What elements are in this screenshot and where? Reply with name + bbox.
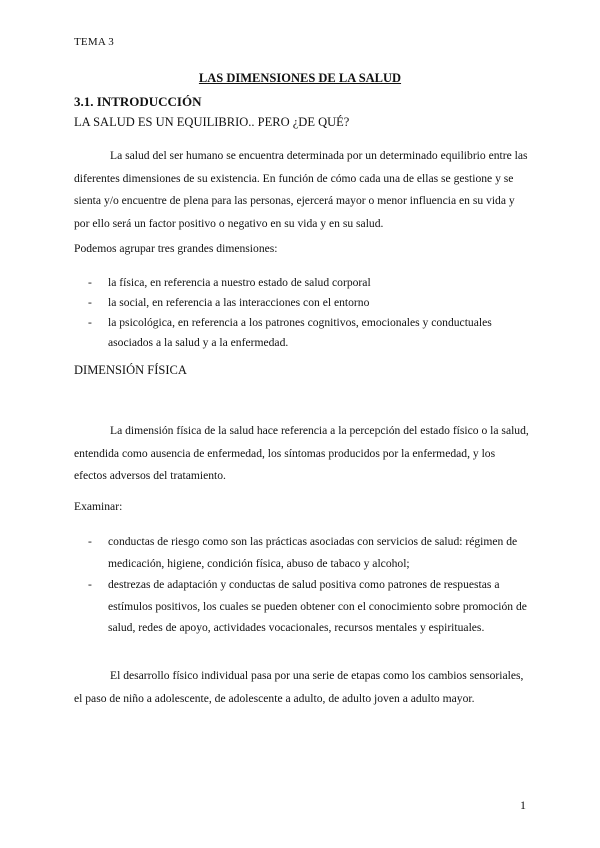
list-dash: - [88,316,92,329]
running-header: TEMA 3 [74,36,115,48]
list-dash: - [88,535,92,548]
intro-subheading: LA SALUD ES UN EQUILIBRIO.. PERO ¿DE QUÉ? [74,115,350,129]
section-heading-intro: 3.1. INTRODUCCIÓN [74,94,202,109]
intro-paragraph [74,145,530,235]
list-item: - la social, en referencia a las interacciones con el entorno [88,293,528,313]
list-item: - la psicológica, en referencia a los patrones cognitivos, emocionales y conductuales asociados a la salud y a la enfermedad. [88,313,528,353]
physical-closing-paragraph [74,665,530,710]
list-dash: - [88,276,92,289]
dimensions-list [88,273,528,353]
examine-label: Examinar: [74,500,123,513]
intro-paragraph-text: La salud del ser humano se encuentra determinada por un determinado equilibrio entre las diferentes dimensiones de su existencia. En función de cómo cada una de ellas se gestione y se sienta y/o encuentre de plena para las personas, ejercerá mayor o menor influencia en su vida y por ello será un factor positivo o negativo en su vida y en su salud. [74,149,528,230]
dimensions-intro-label: Podemos agrupar tres grandes dimensiones: [74,242,278,255]
page-title: LAS DIMENSIONES DE LA SALUD [198,71,402,85]
list-dash: - [88,578,92,591]
section-heading-physical: DIMENSIÓN FÍSICA [74,363,187,377]
physical-closing-text: El desarrollo físico individual pasa por una serie de etapas como los cambios sensoriales, el paso de niño a adolescente, de adolescente a adulto, de adulto joven a adulto mayor. [74,669,524,705]
list-item: - conductas de riesgo como son las prácticas asociadas con servicios de salud: régimen de medicación, higiene, condición física, abuso de tabaco y alcohol; [88,531,528,574]
list-item: - la física, en referencia a nuestro estado de salud corporal [88,273,528,293]
list-item: - destrezas de adaptación y conductas de salud positiva como patrones de respuestas a estímulos positivos, los cuales se pueden obtener con el conocimiento sobre promoción de salud, redes de apoyo, actividades vocacionales, recursos mentales y espirituales. [88,574,528,639]
list-dash: - [88,296,92,309]
physical-paragraph [74,420,530,488]
physical-paragraph-text: La dimensión física de la salud hace referencia a la percepción del estado físico o la salud, entendida como ausencia de enfermedad, los síntomas producidos por la enfermedad, y los efectos adversos del tratamiento. [74,424,529,482]
page-number: 1 [520,798,526,812]
examine-list [88,531,528,639]
